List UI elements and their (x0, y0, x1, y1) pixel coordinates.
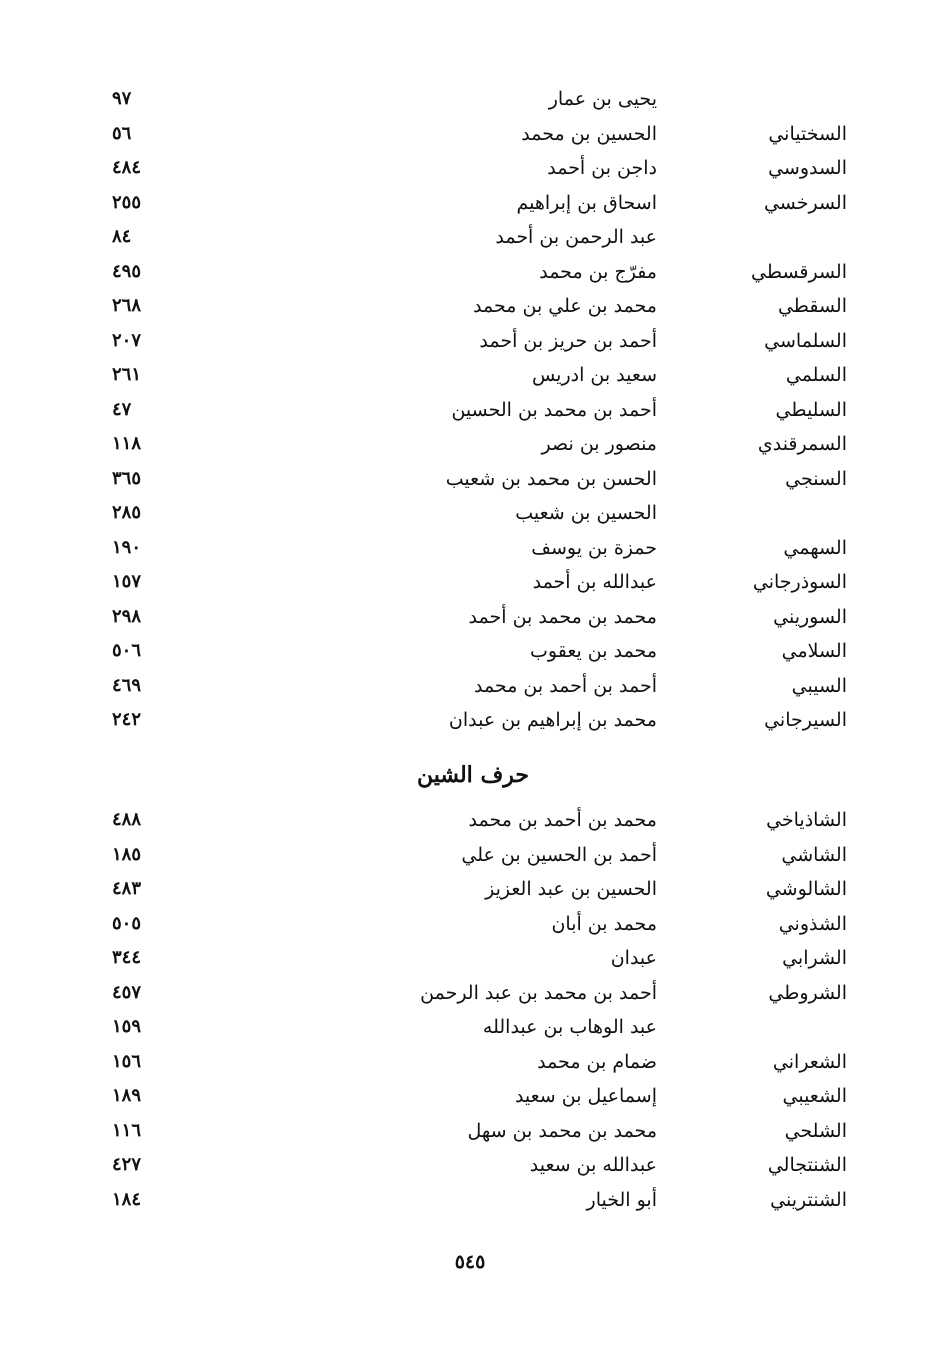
person-name: أحمد بن حريز بن أحمد (479, 329, 657, 352)
nisba: السلماسي (764, 329, 847, 352)
nisba: السنجي (785, 467, 847, 490)
page-reference: ١٥٧ (112, 571, 142, 592)
nisba: السلامي (781, 640, 847, 662)
index-row (0, 703, 943, 738)
index-row (0, 1010, 943, 1045)
page-reference: ٩٧ (112, 88, 132, 109)
index-row (0, 907, 943, 942)
person-name: الحسين بن محمد (521, 122, 657, 145)
nisba: السقطي (777, 295, 847, 317)
page-reference: ٢٤٢ (112, 709, 142, 730)
index-row (0, 1183, 943, 1218)
page-reference: ٣٤٤ (112, 947, 142, 968)
index-row (0, 565, 943, 600)
nisba: السهمي (783, 536, 847, 559)
nisba: الشاذياخي (766, 809, 847, 831)
index-row (0, 1045, 943, 1080)
page-reference: ٤٥٧ (112, 981, 142, 1003)
page-reference: ١٨٤ (112, 1188, 142, 1210)
person-name: أحمد بن محمد بن عبد الرحمن (420, 981, 657, 1004)
person-name: عبدان (610, 947, 657, 969)
page-reference: ١٨٥ (112, 843, 142, 865)
index-row (0, 255, 943, 290)
person-name: محمد بن علي بن محمد (473, 295, 657, 317)
page-reference: ١٩٠ (112, 536, 142, 558)
page-reference: ٢٦١ (112, 364, 142, 385)
nisba: الشرابي (782, 947, 847, 969)
nisba: السرقسطي (751, 260, 847, 283)
page-reference: ١٥٦ (112, 1050, 142, 1072)
index-row (0, 82, 943, 117)
page-reference: ٤٧ (112, 398, 132, 420)
page-reference: ٢٨٥ (112, 502, 142, 523)
nisba: السيبي (791, 674, 847, 697)
nisba: الشروطي (768, 981, 847, 1004)
nisba: الشاشي (781, 843, 847, 866)
index-row (0, 462, 943, 497)
page-reference: ٤٩٥ (112, 260, 142, 282)
person-name: الحسين بن شعيب (515, 502, 657, 524)
index-row (0, 976, 943, 1011)
person-name: إسماعيل بن سعيد (514, 1085, 657, 1107)
index-row (0, 531, 943, 566)
person-name: محمد بن يعقوب (530, 640, 657, 662)
index-row (0, 600, 943, 635)
nisba: السلمي (785, 364, 847, 386)
index-row (0, 324, 943, 359)
nisba: السليطي (775, 398, 847, 421)
section-heading: حرف الشين (416, 762, 529, 788)
index-row (0, 872, 943, 907)
nisba: الشذوني (778, 912, 847, 935)
person-name: اسحاق بن إبراهيم (516, 191, 657, 214)
page-reference: ٢٩٨ (112, 605, 142, 627)
page-reference: ٤٢٧ (112, 1154, 142, 1175)
page-reference: ٢٠٧ (112, 329, 142, 351)
nisba: الشلحي (784, 1119, 847, 1142)
index-section-sheen (0, 803, 943, 1217)
index-row (0, 1079, 943, 1114)
page-reference: ٤٨٤ (112, 157, 142, 178)
index-section-seen (0, 82, 943, 738)
person-name: أبو الخيار (586, 1188, 657, 1211)
person-name: داجن بن أحمد (547, 157, 657, 179)
person-name: محمد بن أحمد بن محمد (468, 809, 657, 831)
nisba: السدوسي (768, 157, 847, 179)
index-row (0, 393, 943, 428)
person-name: محمد بن محمد بن أحمد (468, 605, 657, 628)
index-row (0, 289, 943, 324)
person-name: سعيد بن ادريس (531, 364, 657, 386)
person-name: محمد بن أبان (551, 912, 657, 935)
index-row (0, 427, 943, 462)
page-number: ٥٤٥ (454, 1251, 486, 1273)
person-name: عبد الرحمن بن أحمد (495, 226, 657, 248)
page-reference: ١٨٩ (112, 1085, 142, 1106)
index-row (0, 838, 943, 873)
nisba: السرخسي (763, 191, 847, 214)
index-row (0, 941, 943, 976)
person-name: منصور بن نصر (541, 433, 657, 455)
index-row (0, 669, 943, 704)
index-row (0, 186, 943, 221)
person-name: يحيى بن عمار (548, 88, 657, 110)
nisba: السيرجاني (764, 709, 847, 731)
nisba: الشنتريني (770, 1188, 847, 1211)
person-name: عبدالله بن أحمد (532, 571, 657, 593)
index-row (0, 117, 943, 152)
page-reference: ٤٨٨ (112, 809, 142, 830)
index-row (0, 1148, 943, 1183)
page-reference: ٥٠٥ (112, 912, 142, 934)
index-row (0, 151, 943, 186)
person-name: محمد بن إبراهيم بن عبدان (448, 709, 657, 731)
person-name: عبد الوهاب بن عبدالله (482, 1016, 657, 1038)
index-row (0, 220, 943, 255)
index-row (0, 496, 943, 531)
page-reference: ٥٠٦ (112, 640, 142, 661)
page-reference: ١٥٩ (112, 1016, 142, 1037)
nisba: الشعيبي (782, 1085, 847, 1107)
page-reference: ٣٦٥ (112, 467, 142, 489)
nisba: السمرقندي (757, 433, 847, 455)
page-reference: ٤٨٣ (112, 878, 142, 899)
page-reference: ٨٤ (112, 226, 132, 247)
person-name: عبدالله بن سعيد (529, 1154, 657, 1176)
page-reference: ٢٦٨ (112, 295, 142, 316)
person-name: حمزة بن يوسف (531, 536, 657, 559)
nisba: السختياني (768, 122, 847, 145)
person-name: مفرّج بن محمد (539, 260, 657, 283)
nisba: السوذرجاني (752, 571, 847, 593)
nisba: الشالوشي (765, 878, 847, 900)
page-reference: ٢٥٥ (112, 191, 142, 213)
nisba: الشعراني (772, 1050, 847, 1073)
person-name: أحمد بن محمد بن الحسين (451, 398, 657, 421)
person-name: الحسن بن محمد بن شعيب (445, 467, 657, 490)
page-reference: ٥٦ (112, 122, 132, 144)
person-name: أحمد بن الحسين بن علي (461, 843, 657, 866)
index-row (0, 634, 943, 669)
nisba: الشنتجالي (767, 1154, 847, 1176)
index-row (0, 358, 943, 393)
nisba: السوريني (773, 605, 847, 628)
page-reference: ١١٨ (112, 433, 142, 454)
person-name: أحمد بن أحمد بن محمد (473, 674, 657, 697)
person-name: محمد بن محمد بن سهل (467, 1119, 657, 1142)
index-row (0, 1114, 943, 1149)
index-row (0, 803, 943, 838)
page-reference: ٤٦٩ (112, 674, 142, 696)
page-reference: ١١٦ (112, 1119, 142, 1141)
person-name: الحسين بن عبد العزيز (485, 878, 657, 900)
person-name: ضمام بن محمد (537, 1050, 657, 1073)
